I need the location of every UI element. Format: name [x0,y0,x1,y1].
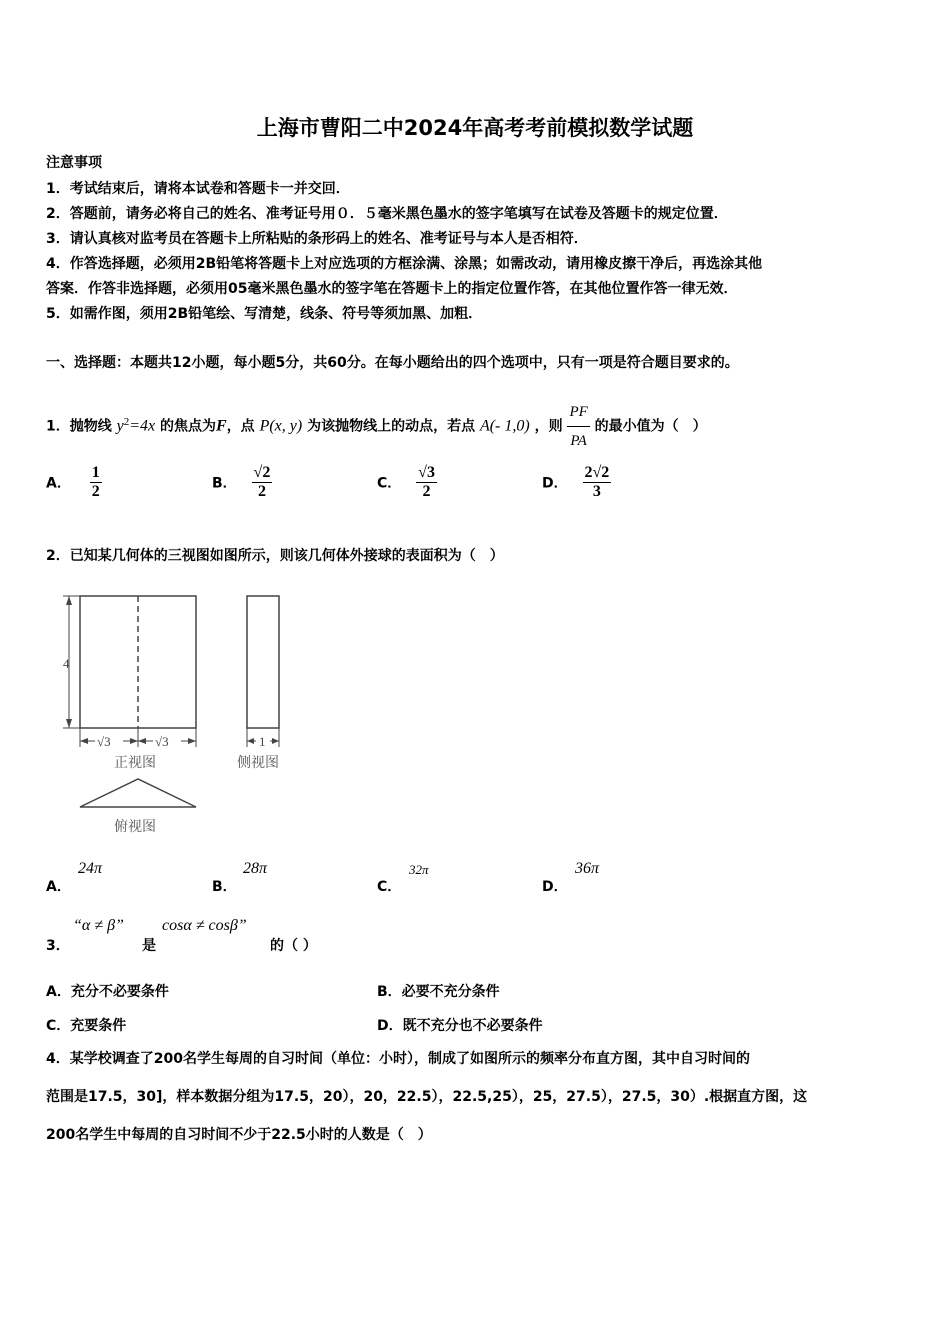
arrow-right-icon [130,738,138,744]
q1-option-b[interactable] [212,464,272,501]
q1-point-A: A(- 1,0) [479,417,530,435]
front-view-caption: 正视图 [114,755,156,771]
q1-fraction [567,398,589,455]
arrow-left-icon [247,738,254,744]
q2-option-b-value: 28π [243,860,268,877]
frac-num: √3 [418,464,435,481]
notice-item: 2．答题前，请务必将自己的姓名、准考证号用０．５毫米黑色墨水的签字笔填写在试卷及答题卡的规定位置． [46,206,728,222]
option-fraction [252,464,273,501]
q3-number: 3． [46,938,70,954]
option-label: D． [377,1018,403,1034]
three-view-figure [55,585,305,840]
notice-item: 5．如需作图，须用2B铅笔绘、写清楚，线条、符号等须加黑、加粗． [46,306,483,322]
arrow-left-icon [80,738,88,744]
q3-tail: 的（ ） [270,938,317,954]
q2-option-d-label[interactable]: D． [542,879,568,895]
option-fraction [90,464,102,501]
option-text: 充要条件 [70,1018,127,1034]
option-fraction [416,464,437,501]
q1-text-1: 的焦点为 [160,418,217,435]
option-text: 必要不充分条件 [401,984,500,1000]
q3-is: 是 [142,938,156,954]
option-text: 充分不必要条件 [70,984,169,1000]
top-view-caption: 俯视图 [114,819,156,835]
option-label: B． [212,475,237,492]
question-2: 2．已知某几何体的三视图如图所示，则该几何体外接球的表面积为（ ） [46,548,504,564]
width-label-left: √3 [97,734,111,749]
q3-option-d[interactable] [377,1015,543,1035]
frac-num: 1 [91,464,100,481]
q2-option-a-label[interactable]: A． [46,879,71,895]
q1-eq-exp: 2 [123,415,130,428]
option-label: A． [46,984,71,1000]
arrow-down-icon [66,719,72,728]
q1-text-3: 为该抛物线上的动点，若点 [307,418,476,435]
q2-option-c-value: 32π [409,862,429,877]
frac-num: 2√2 [584,464,610,481]
notice-heading: 注意事项 [46,155,102,171]
q3-condition-1: “α ≠ β” [73,917,124,934]
arrow-up-icon [66,596,72,605]
q4-line: 范围是17.5，30]，样本数据分组为17.5，20），20，22.5），22.5,25），25，27.5），27.5，30）.根据直方图，这 [46,1089,808,1105]
arrow-left-icon [138,738,146,744]
q1-option-d[interactable] [542,464,611,501]
notice-item: 答案．作答非选择题，必须用05毫米黑色墨水的签字笔在答题卡上的指定位置作答，在其他位置作答一律无效． [46,281,738,297]
side-width-label: 1 [259,734,266,749]
q1-option-a[interactable] [46,464,102,501]
q3-option-b[interactable] [377,981,500,1001]
q1-frac-num: PF [569,404,588,420]
frac-den: 2 [91,483,100,500]
frac-den: 3 [583,482,612,501]
option-text: 既不充分也不必要条件 [402,1018,543,1034]
q1-point-P: P(x, y) [259,417,303,435]
frac-den: 2 [416,482,437,501]
q2-option-a-value: 24π [78,860,103,877]
side-view-rect [247,596,279,728]
option-label: B． [377,984,402,1000]
frac-num: √2 [253,464,271,481]
q1-text-4: ，则 [534,418,563,435]
section-heading: 一、选择题：本题共12小题，每小题5分，共60分。在每小题给出的四个选项中，只有一项是符合题目要求的。 [46,355,739,371]
side-view-caption: 侧视图 [237,755,279,771]
q1-eq-y: y [116,417,124,435]
option-label: D． [542,475,568,492]
q3-option-c[interactable] [46,1015,126,1035]
top-view-triangle [80,779,196,807]
q1-prefix: 1．抛物线 [46,418,112,435]
q1-option-c[interactable] [377,464,437,501]
page-title: 上海市曹阳二中2024年高考考前模拟数学试题 [256,116,694,140]
notice-item: 3．请认真核对监考员在答题卡上所粘贴的条形码上的姓名、准考证号与本人是否相符． [46,231,588,247]
width-label-right: √3 [155,734,169,749]
option-fraction [583,464,612,501]
q3-condition-2: cosα ≠ cosβ” [162,917,247,934]
question-1 [46,398,707,455]
notice-item: 4．作答选择题，必须用2B铅笔将答题卡上对应选项的方框涂满、涂黑；如需改动，请用橡皮擦干净后，再选涂其他 [46,256,763,272]
q2-option-d-value: 36π [575,860,600,877]
option-label: C． [46,1018,71,1034]
arrow-right-icon [272,738,279,744]
q1-eq-rest: =4x [129,417,156,435]
q1-focus-F: F [216,417,227,435]
arrow-right-icon [188,738,196,744]
q2-option-c-label[interactable]: C． [377,879,402,895]
q1-frac-den: PA [567,426,589,455]
q1-text-2: ，点 [226,418,255,435]
option-label: C． [377,475,402,492]
q1-text-5: 的最小值为（ ） [594,418,707,435]
q4-line: 4．某学校调查了200名学生每周的自习时间（单位：小时），制成了如图所示的频率分布直方图，其中自习时间的 [46,1051,750,1067]
q3-option-a[interactable] [46,981,169,1001]
frac-den: 2 [252,482,273,501]
q2-option-b-label[interactable]: B． [212,879,237,895]
notice-item: 1．考试结束后，请将本试卷和答题卡一并交回． [46,181,350,197]
option-label: A． [46,475,71,492]
q4-line: 200名学生中每周的自习时间不少于22.5小时的人数是（ ） [46,1127,432,1143]
height-label: 4 [63,656,70,671]
